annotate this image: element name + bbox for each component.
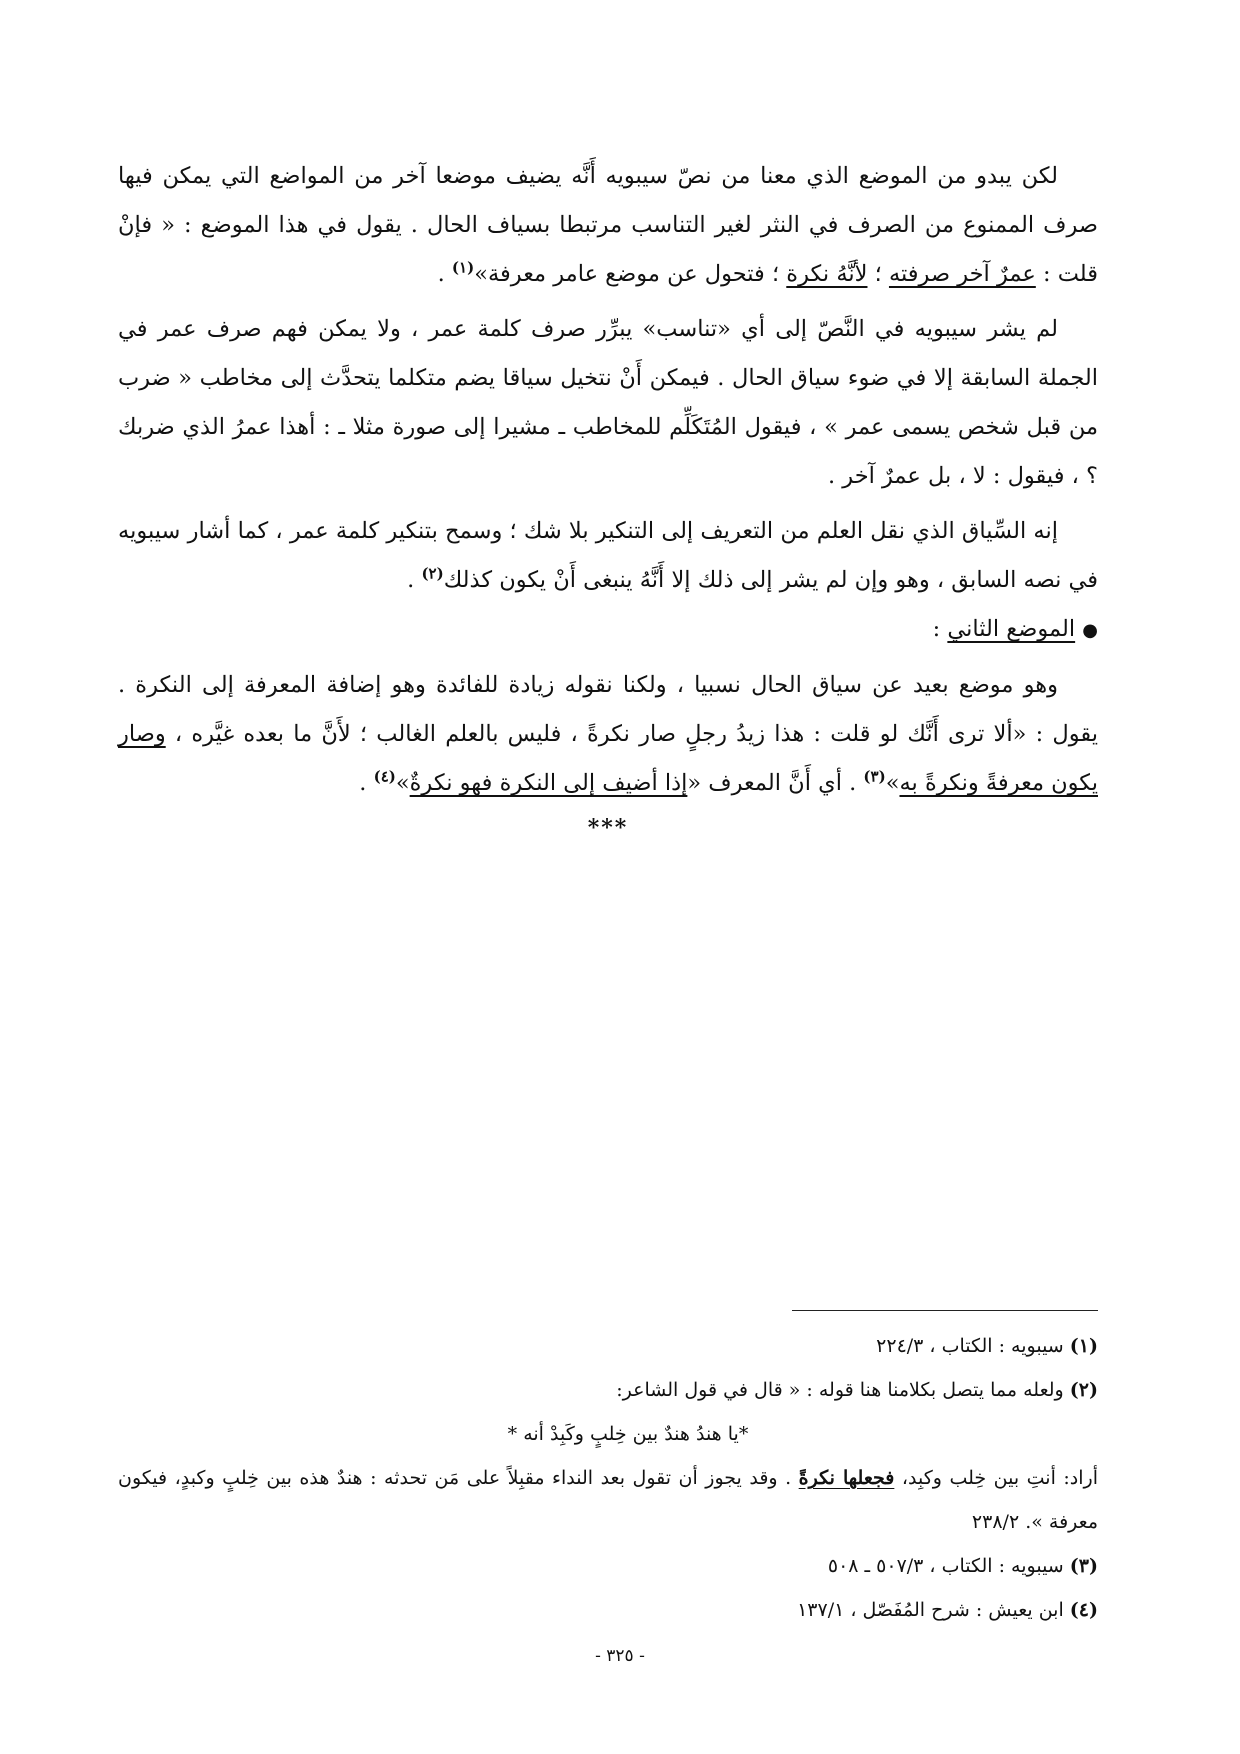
footnote-text: ابن يعيش : شرح المُفَصّل ، ١٣٧/١ bbox=[797, 1599, 1070, 1621]
paragraph-1-end: . bbox=[437, 261, 452, 287]
footnote-4 bbox=[118, 1588, 1098, 1632]
footnote-emphasis: فجعلها نكرةً bbox=[798, 1467, 895, 1489]
paragraph-1-text: لكن يبدو من الموضع الذي معنا من نصّ سيبويه أَنَّه يضيف موضعا آخر من المواضع التي يمكن فيها صرف الممنوع من الصرف في النثر لغير التناسب مرتبطا بسياف الحال . يقول في هذا الموضع : « فإنْ قلت : bbox=[118, 163, 1098, 287]
footnote-ref-4[interactable]: (٤) bbox=[373, 767, 396, 786]
paragraph-4-text: . أي أَنَّ المعرف « bbox=[687, 770, 864, 796]
footnote-ref-3[interactable]: (٣) bbox=[863, 767, 886, 786]
paragraph-2: لم يشر سيبويه في النَّصّ إلى أي «تناسب» يبرِّر صرف كلمة عمر ، ولا يمكن فهم صرف عمر في الجملة السابقة إلا في ضوء سياق الحال . فيمكن أَنْ نتخيل سياقا يضم متكلما يتحدَّث إلى مخاطب « ضرب من قبل شخص يسمى عمر » ، فيقول المُتَكَلِّم للمخاطب ـ مشيرا إلى صورة مثلا ـ : أهذا عمرُ الذي ضربك ؟ ، فيقول : لا ، بل عمرٌ آخر . bbox=[118, 316, 1098, 489]
footnote-number: (٢) bbox=[1069, 1379, 1098, 1401]
underlined-quote: عمرٌ آخر صرفته bbox=[888, 261, 1036, 287]
paragraph-4-end: . bbox=[359, 770, 374, 796]
paragraph-1 bbox=[118, 152, 1098, 299]
main-text bbox=[118, 152, 1098, 848]
footnote-separator bbox=[792, 1310, 1098, 1311]
heading-text: الموضع الثاني bbox=[947, 616, 1076, 642]
section-divider-stars: *** bbox=[587, 815, 629, 841]
footnote-number: (٣) bbox=[1069, 1555, 1098, 1577]
paragraph-3-end: . bbox=[407, 567, 422, 593]
underlined-quote: لأنَّهُ نكرة bbox=[786, 261, 868, 287]
paragraph-4 bbox=[118, 661, 1098, 808]
footnote-text: أراد: أنتِ بين خِلب وكبِد، bbox=[894, 1467, 1098, 1489]
section-heading bbox=[118, 605, 1098, 655]
paragraph-3-text: إنه السِّياق الذي نقل العلم من التعريف إلى التنكير بلا شك ؛ وسمح بتنكير كلمة عمر ، كما أشار سيبويه في نصه السابق ، وهو وإن لم يشر إلى ذلك إلا أَنَّهُ ينبغى أَنْ يكون كذلك bbox=[118, 518, 1098, 593]
underlined-quote: إذا أضيف إلى النكرة فهو نكرةٌ bbox=[409, 770, 688, 796]
footnotes bbox=[118, 1324, 1098, 1632]
footnote-text: ولعله مما يتصل بكلامنا هنا قوله : « قال في قول الشاعر: bbox=[616, 1379, 1070, 1401]
footnote-ref-2[interactable]: (٢) bbox=[421, 564, 444, 583]
footnote-number: (١) bbox=[1069, 1335, 1098, 1357]
paragraph-1-text: ؛ bbox=[867, 261, 889, 287]
footnote-text: سيبويه : الكتاب ، ٢٢٤/٣ bbox=[876, 1335, 1070, 1357]
footnote-3 bbox=[118, 1544, 1098, 1588]
paragraph-3 bbox=[118, 507, 1098, 605]
heading-colon: : bbox=[932, 616, 948, 642]
paragraph-4-text: » bbox=[885, 770, 900, 796]
footnote-2-continued bbox=[118, 1456, 1098, 1544]
page-number: - ٣٢٥ - bbox=[595, 1646, 645, 1666]
footnote-number: (٤) bbox=[1069, 1599, 1098, 1621]
footnote-verse: *يا هندُ هندٌ بين خِلبٍ وكَبِدْ أنه * bbox=[507, 1423, 749, 1445]
underlined-quote: وصار يكون معرفةً ونكرةً به bbox=[118, 721, 1098, 796]
bullet-icon: ● bbox=[1082, 620, 1098, 641]
footnote-text: سيبويه : الكتاب ، ٥٠٧/٣ ـ ٥٠٨ bbox=[827, 1555, 1070, 1577]
footnote-ref-1[interactable]: (١) bbox=[451, 258, 475, 277]
footnote-1 bbox=[118, 1324, 1098, 1368]
paragraph-4-text: وهو موضع بعيد عن سياق الحال نسبيا ، ولكنا نقوله زيادة للفائدة وهو إضافة المعرفة إلى النكرة . يقول : «ألا ترى أَنَّك لو قلت : هذا زيدُ رجلٍ صار نكرةً ، فليس بالعلم الغالب ؛ لأَنَّ ما بعده غيَّره ، bbox=[118, 672, 1098, 747]
paragraph-4-text: » bbox=[395, 770, 410, 796]
footnote-text: . وقد يجوز أن تقول بعد النداء مقبِلاً على مَن تحدثه : هندٌ هذه بين خِلبٍ وكبدٍ، فيكون معرفة ». ٢٣٨/٢ bbox=[118, 1467, 1098, 1533]
paragraph-1-text: ؛ فتحول عن موضع عامر معرفة» bbox=[474, 261, 787, 287]
footnote-2 bbox=[118, 1368, 1098, 1412]
